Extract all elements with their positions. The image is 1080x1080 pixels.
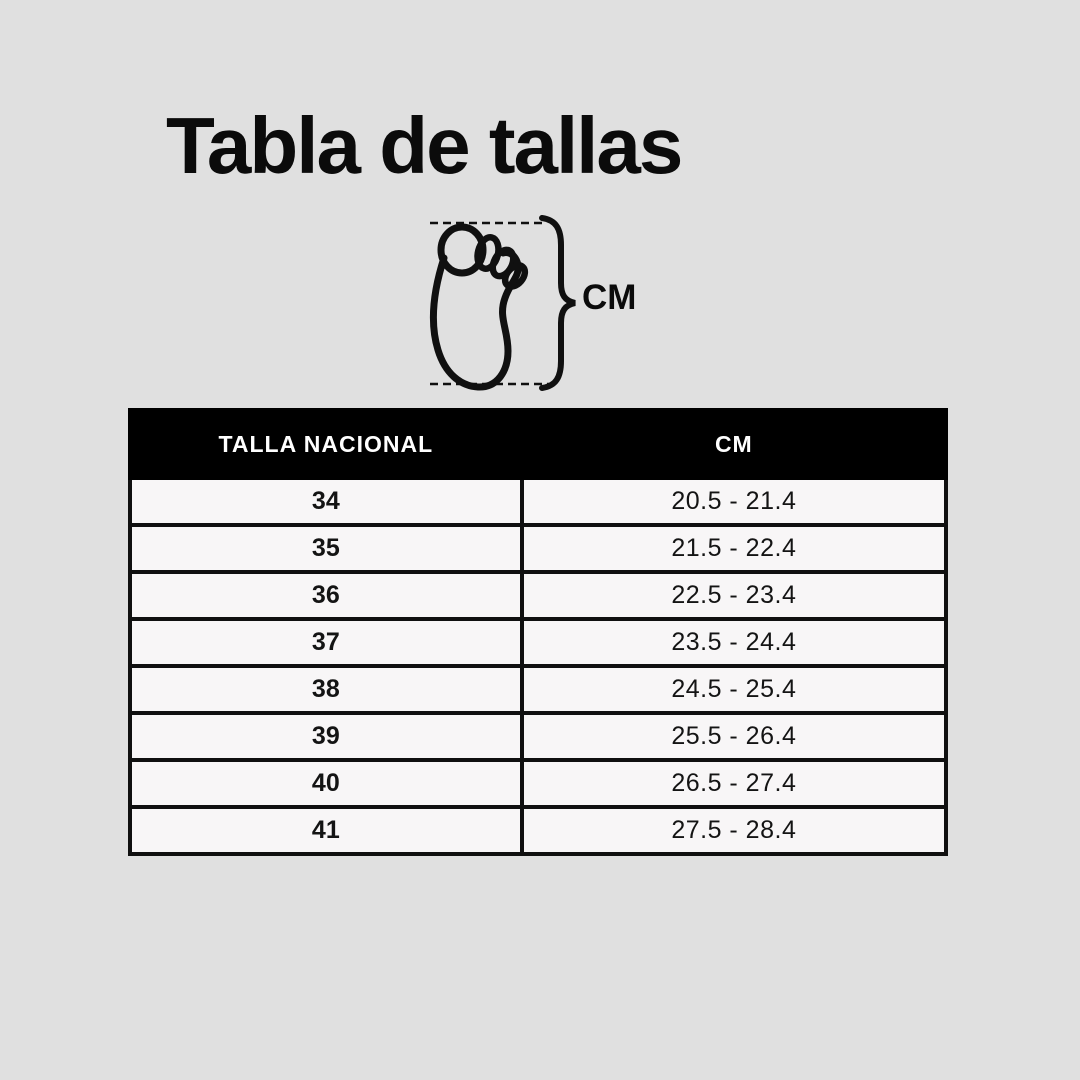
cm-cell: 22.5 - 23.4 xyxy=(522,572,946,619)
cm-cell: 26.5 - 27.4 xyxy=(522,760,946,807)
header-talla-nacional: TALLA NACIONAL xyxy=(130,410,522,478)
header-cm: CM xyxy=(522,410,946,478)
table-row xyxy=(130,478,946,525)
cm-cell: 25.5 - 26.4 xyxy=(522,713,946,760)
cm-cell: 20.5 - 21.4 xyxy=(522,478,946,525)
size-cell: 40 xyxy=(130,760,522,807)
table-row xyxy=(130,713,946,760)
table-row xyxy=(130,666,946,713)
cm-cell: 24.5 - 25.4 xyxy=(522,666,946,713)
curly-brace-icon xyxy=(538,215,580,391)
foot-measurement-diagram xyxy=(424,212,674,394)
cm-cell: 21.5 - 22.4 xyxy=(522,525,946,572)
table-row xyxy=(130,619,946,666)
size-cell: 39 xyxy=(130,713,522,760)
size-cell: 35 xyxy=(130,525,522,572)
table-row xyxy=(130,760,946,807)
page-title: Tabla de tallas xyxy=(166,101,682,190)
size-cell: 37 xyxy=(130,619,522,666)
table-row xyxy=(130,807,946,854)
cm-cell: 27.5 - 28.4 xyxy=(522,807,946,854)
size-table xyxy=(128,408,948,856)
table-header-row xyxy=(130,410,946,478)
cm-cell: 23.5 - 24.4 xyxy=(522,619,946,666)
size-cell: 41 xyxy=(130,807,522,854)
table-row xyxy=(130,572,946,619)
size-cell: 36 xyxy=(130,572,522,619)
size-cell: 38 xyxy=(130,666,522,713)
size-cell: 34 xyxy=(130,478,522,525)
table-row xyxy=(130,525,946,572)
cm-unit-label: CM xyxy=(582,278,637,317)
